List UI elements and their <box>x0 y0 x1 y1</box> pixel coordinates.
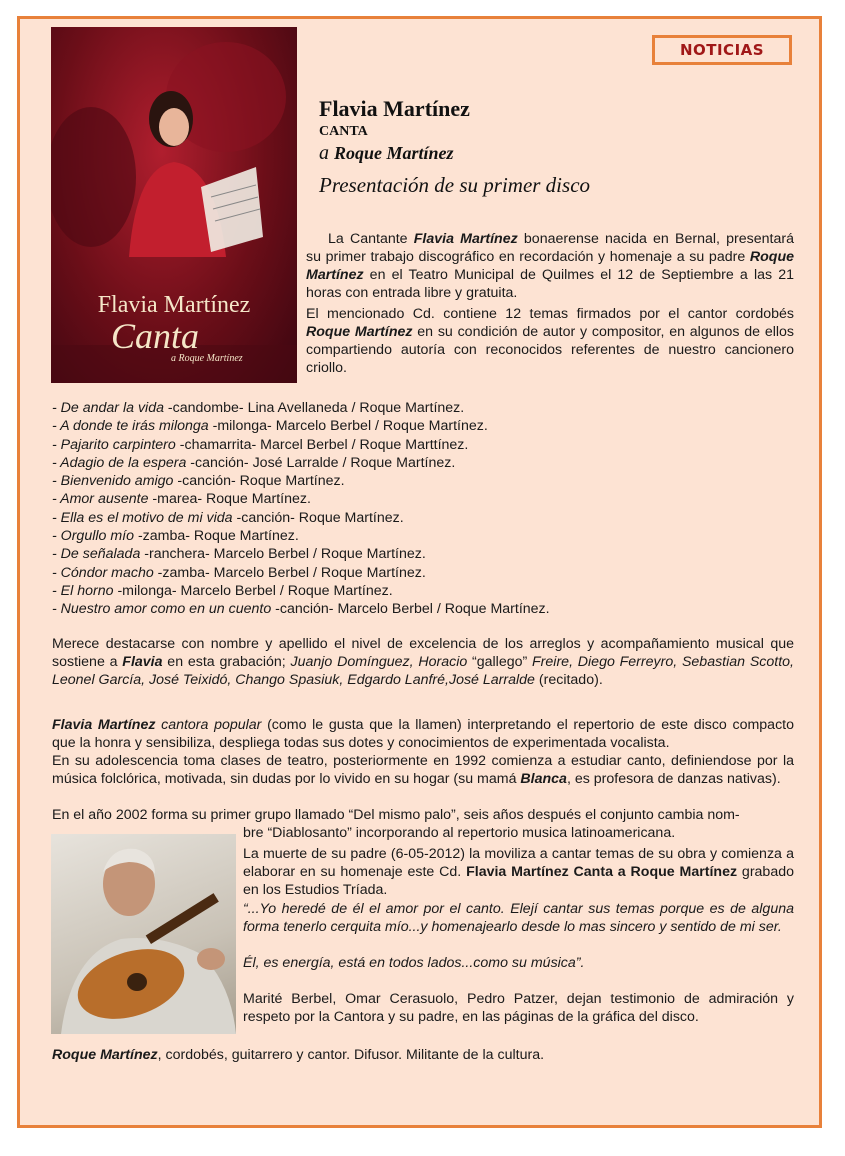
album-cover <box>51 27 297 383</box>
track-item: - Cóndor macho -zamba- Marcelo Berbel / Roque Martínez. <box>52 564 426 581</box>
cover-artist: Flavia Martínez <box>97 292 251 318</box>
dedication-name: Roque Martínez <box>334 143 454 163</box>
track-item: - El horno -milonga- Marcelo Berbel / Roque Martínez. <box>52 582 393 599</box>
article-subtitle: Presentación de su primer disco <box>319 173 591 197</box>
track-item: - Ella es el motivo de mi vida -canción- Roque Martínez. <box>52 509 404 526</box>
track-item: - Orgullo mío -zamba- Roque Martínez. <box>52 528 299 545</box>
track-item: - Pajarito carpintero -chamarrita- Marcel Berbel / Roque Marttínez. <box>52 436 469 453</box>
sheet-music <box>201 167 263 252</box>
intro-paragraph-2: El mencionado Cd. contiene 12 temas firmados por el cantor cordobés Roque Martínez en su condición de autor y compositor, en algunos de ellos compartiendo autoría con reconocidos referentes de nuestro cancionero criollo. <box>306 306 794 376</box>
track-item: - Adagio de la espera -canción- José Larralde / Roque Martínez. <box>52 454 456 471</box>
singer-face <box>159 108 189 146</box>
testimony-paragraph: Marité Berbel, Omar Cerasuolo, Pedro Patzer, dejan testimonio de admiración y respeto por la Cantora y su padre, en las páginas de la gráfica del disco. <box>243 991 794 1025</box>
father-photo-art <box>51 834 236 1034</box>
father-photo <box>51 834 236 1034</box>
track-item: - De andar la vida -candombe- Lina Avellaneda / Roque Martínez. <box>52 400 465 416</box>
bio-paragraph-1: Flavia Martínez cantora popular (como le gusta que la llamen) interpretando el repertorio de este disco compacto que la honra y sensibiliza, despliega todas sus dotes y conocimientos de experimentada vocalista. <box>52 717 794 751</box>
bio-paragraph-3: En el año 2002 forma su primer grupo llamado “Del mismo palo”, seis años después el conjunto cambia nom- <box>52 807 740 823</box>
arrangements-paragraph: Merece destacarse con nombre y apellido el nivel de excelencia de los arreglos y acompañamiento musical que sostiene a Flavia en esta grabación; Juanjo Domínguez, Horacio “gallego” Freire, Diego Ferreyro, Sebastian Scotto, Leonel García, José Teixidó, Chango Spasiuk, Edgardo Lanfré,José Larralde (recitado). <box>52 636 794 688</box>
quote-paragraph: “...Yo heredé de él el amor por el canto. Elejí cantar sus temas porque es de alguna forma tenerlo cerquita mío...y homenajearlo desde lo mas sincero y sentido de mi ser. <box>243 901 794 935</box>
closing-paragraph: Roque Martínez, cordobés, guitarrero y cantor. Difusor. Militante de la cultura. <box>52 1047 545 1063</box>
bio-paragraph-3b: bre “Diablosanto” incorporando al repertorio musica latinoamericana. <box>243 825 676 841</box>
section-badge: NOTICIAS <box>652 35 792 65</box>
track-item: - A donde te irás milonga -milonga- Marcelo Berbel / Roque Martínez. <box>52 418 488 435</box>
article-title: Flavia Martínez <box>319 96 470 121</box>
track-item: - Bienvenido amigo -canción- Roque Martínez. <box>52 473 345 490</box>
track-item: - Nuestro amor como en un cuento -canción- Marcelo Berbel / Roque Martínez. <box>52 601 550 618</box>
cover-canta: Canta <box>111 316 200 356</box>
bio-paragraph-4: La muerte de su padre (6-05-2012) la moviliza a cantar temas de su obra y comienza a elaborar en su homenaje este Cd. Flavia Martínez Canta a Roque Martínez grabado en los Estudios Tríada. <box>243 846 794 898</box>
cover-subtitle: a Roque Martínez <box>171 353 243 364</box>
bio-paragraph-2: En su adolescencia toma clases de teatro, posteriormente en 1992 comienza a estudiar canto, definiendose por la música folclórica, motivada, sin dudas por lo vivido en su hogar (su mamá Blanca, es profesora de danzas nativas). <box>52 753 794 787</box>
track-item: - Amor ausente -marea- Roque Martínez. <box>52 491 311 508</box>
article-dedication: a Roque Martínez <box>319 142 454 164</box>
track-list <box>52 399 797 619</box>
quote-paragraph-2: Él, es energía, está en todos lados...como su música”. <box>243 955 585 971</box>
guitar-neck <box>146 893 219 944</box>
track-item: - De señalada -ranchera- Marcelo Berbel / Roque Martínez. <box>52 546 426 563</box>
article-kicker: CANTA <box>319 124 368 139</box>
intro-paragraph: La Cantante Flavia Martínez bonaerense nacida en Bernal, presentará su primer trabajo discográfico en recordación y homenaje a su padre Roque Martínez en el Teatro Municipal de Quilmes el 12 de Septiembre a las 21 horas con entrada libre y gratuita. <box>306 231 794 301</box>
